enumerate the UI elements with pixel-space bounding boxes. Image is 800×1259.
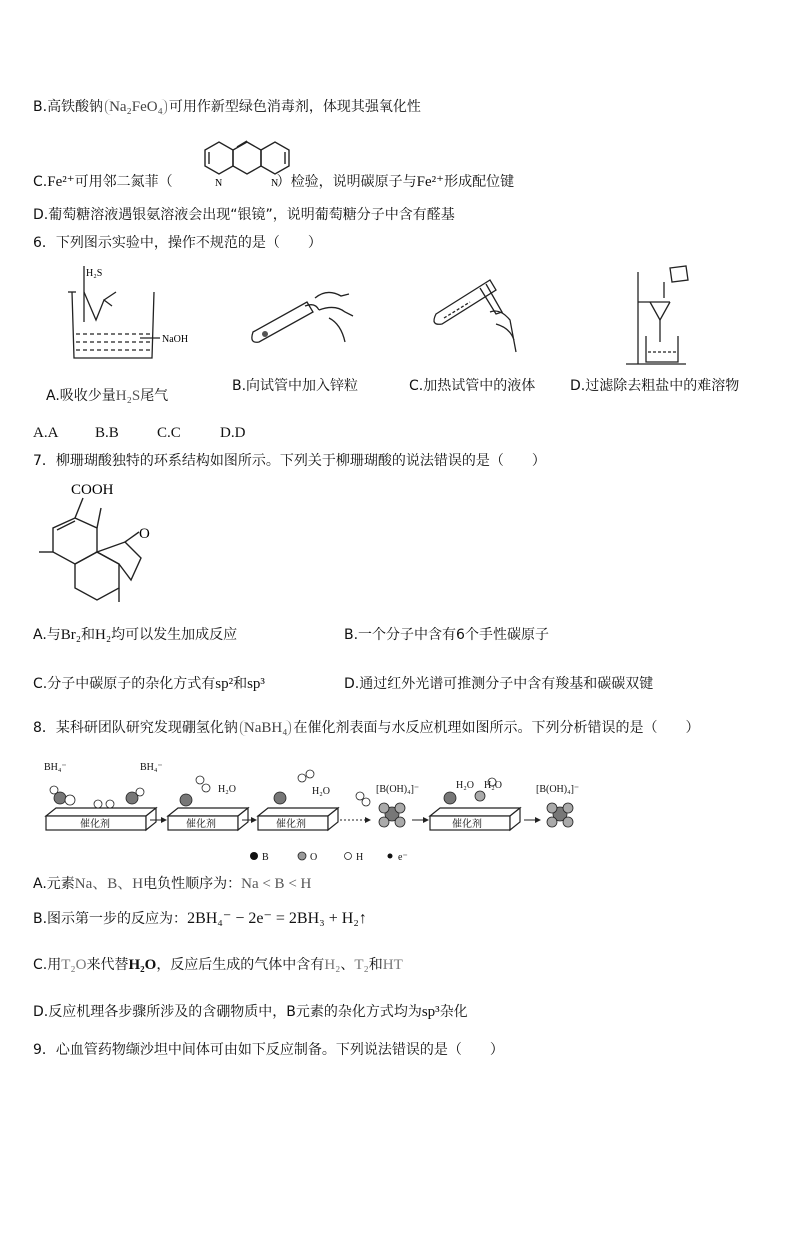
q8-stem: 8．某科研团队研究发现硼氢化钠 NaBH₄ 在催化剂表面与水反应机理如图所示。下列分析错误的是（ ） xyxy=(33,720,700,736)
q8-option-a: A.元素Na、B、H电负性顺序为：Na < B < H xyxy=(33,876,312,892)
figure-a-caption: A.吸收少量H₂S尾气 xyxy=(46,388,169,404)
q8-mechanism-diagram xyxy=(40,752,640,867)
q8-option-d: D.反应机理各步骤所涉及的含硼物质中，B元素的杂化方式均为sp³杂化 xyxy=(33,1004,468,1020)
catalyst-label: 催化剂 xyxy=(276,819,306,830)
q6-choice-d: D.D xyxy=(220,425,246,441)
h2o-label: H₂O xyxy=(484,780,502,791)
q7-option-c: C.分子中碳原子的杂化方式有sp²和sp³ xyxy=(33,676,265,692)
figure-d-caption: D.过滤除去粗盐中的难溶物 xyxy=(570,378,740,394)
q6-choice-b: B.B xyxy=(95,425,119,441)
figure-b-add-zinc xyxy=(245,282,365,357)
q7-stem: 7．柳珊瑚酸独特的环系结构如图所示。下列关于柳珊瑚酸的说法错误的是（ ） xyxy=(33,453,546,469)
figure-d-filtration xyxy=(620,262,700,372)
figure-a-gas-absorption xyxy=(60,262,190,372)
q5-option-c: C.Fe²⁺可用邻二氮菲（ ）检验，说明碳原子与Fe²⁺形成配位键 xyxy=(33,174,515,190)
q5-option-b: B.高铁酸钠 Na₂FeO₄ 可用作新型绿色消毒剂，体现其强氧化性 xyxy=(33,99,421,115)
q6-choice-a: A.A xyxy=(33,425,59,441)
legend-b: B xyxy=(262,852,269,863)
q7-option-d: D.通过红外光谱可推测分子中含有羧基和碳碳双键 xyxy=(344,676,654,692)
q7-molecule-structure xyxy=(35,478,185,608)
svg-text:O: O xyxy=(139,526,150,542)
h2s-label: H₂S xyxy=(86,268,103,279)
h2o-label: H₂O xyxy=(456,780,474,791)
svg-text:N: N xyxy=(215,178,223,189)
q8-option-b: B.图示第一步的反应为：2BH₄⁻ − 2e⁻ = 2BH₃ + H₂↑ xyxy=(33,910,367,927)
bh4-label: BH₄⁻ xyxy=(44,762,67,773)
svg-text:N: N xyxy=(271,178,279,189)
figure-c-caption: C.加热试管中的液体 xyxy=(409,378,536,394)
bh4-label: BH₄⁻ xyxy=(140,762,163,773)
catalyst-label: 催化剂 xyxy=(186,819,216,830)
h2o-label: H₂O xyxy=(312,786,330,797)
legend-o: O xyxy=(310,852,318,863)
q6-stem: 6．下列图示实验中，操作不规范的是（ ） xyxy=(33,235,322,251)
q5-option-d: D.葡萄糖溶液遇银氨溶液会出现“银镜”，说明葡萄糖分子中含有醛基 xyxy=(33,207,455,223)
q6-choice-c: C.C xyxy=(157,425,181,441)
q7-option-b: B.一个分子中含有6个手性碳原子 xyxy=(344,627,549,643)
figure-b-caption: B.向试管中加入锌粒 xyxy=(232,378,359,394)
naoh-label: NaOH xyxy=(162,334,189,345)
boh4-label: [B(OH)₄]⁻ xyxy=(376,784,420,795)
boh4-label: [B(OH)₄]⁻ xyxy=(536,784,580,795)
legend-h: H xyxy=(356,852,364,863)
cooh-label: COOH xyxy=(71,482,114,498)
q7-option-a: A.与Br₂和H₂均可以发生加成反应 xyxy=(33,627,238,643)
catalyst-label: 催化剂 xyxy=(80,819,110,830)
q9-stem: 9．心血管药物缬沙坦中间体可由如下反应制备。下列说法错误的是（ ） xyxy=(33,1042,504,1058)
legend-e: e⁻ xyxy=(398,852,408,863)
figure-c-heat-tube xyxy=(430,268,540,358)
h2o-label: H₂O xyxy=(218,784,236,795)
q8-option-c: C.用T₂O来代替H₂O，反应后生成的气体中含有H₂、T₂和HT xyxy=(33,957,403,973)
formula-box: Na₂FeO₄ xyxy=(105,99,167,115)
catalyst-label: 催化剂 xyxy=(452,819,482,830)
formula-box: NaBH₄ xyxy=(240,720,292,736)
